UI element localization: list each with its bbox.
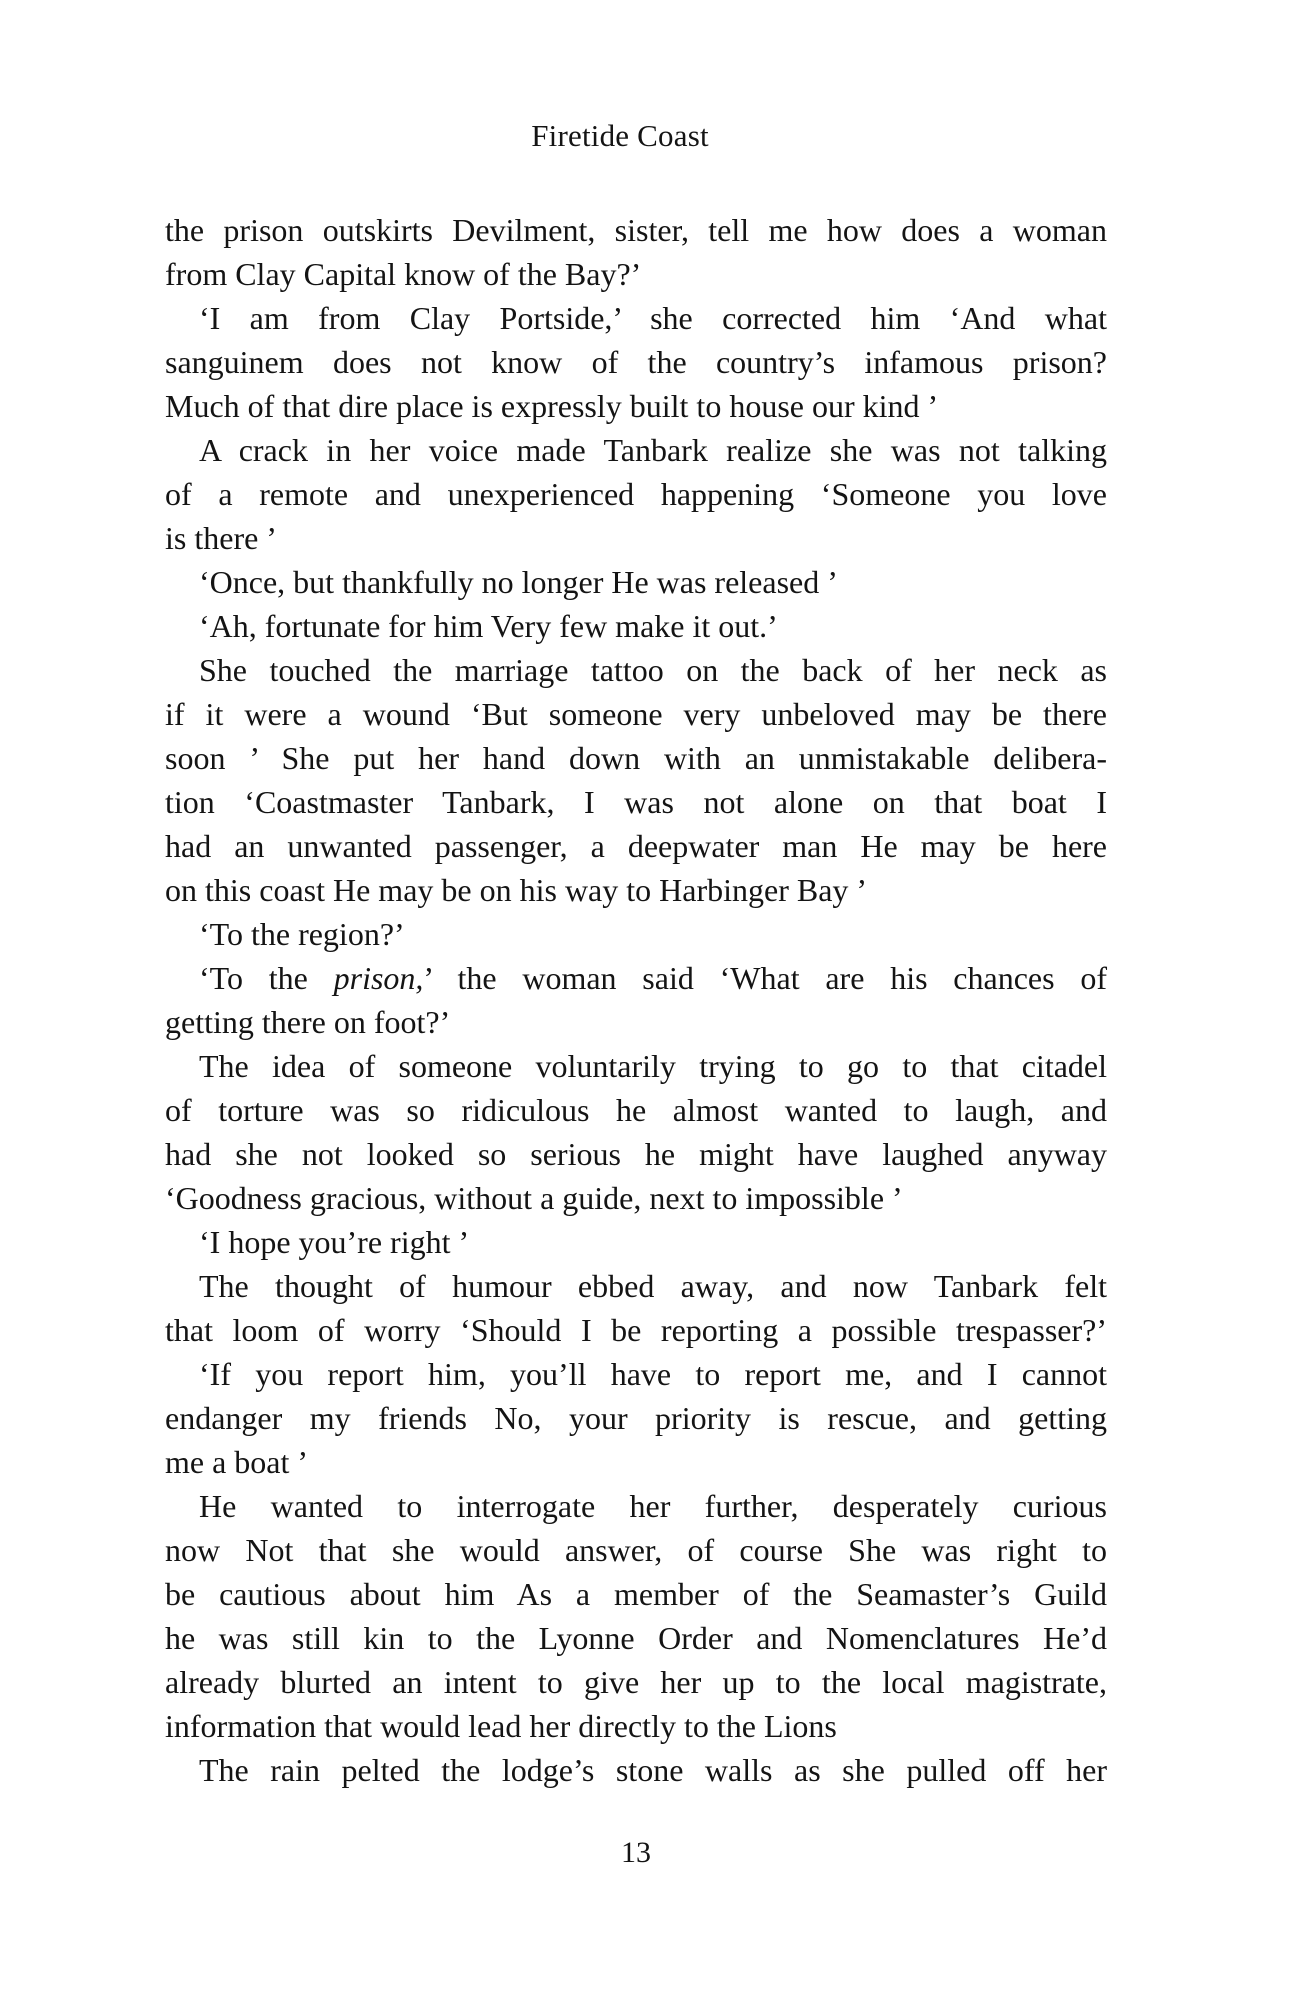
text-line: endanger my friends No, your priority is rescue, and getting bbox=[165, 1400, 1107, 1436]
text-line: tion ‘Coastmaster Tanbark, I was not alone on that boat I bbox=[165, 784, 1107, 820]
text-line: information that would lead her directly to the Lions bbox=[165, 1708, 837, 1744]
text-line: be cautious about him As a member of the Seamaster’s Guild bbox=[165, 1576, 1107, 1612]
text-line: ‘If you report him, you’ll have to report me, and I cannot bbox=[199, 1356, 1107, 1392]
text-line: sanguinem does not know of the country’s infamous prison? bbox=[165, 344, 1107, 380]
body-text bbox=[165, 208, 1107, 1792]
text-line: that loom of worry ‘Should I be reporting a possible trespasser?’ bbox=[165, 1312, 1107, 1348]
emphasis-text: prison, bbox=[333, 960, 424, 996]
page-number: 13 bbox=[621, 1836, 651, 1869]
text-line: ‘Once, but thankfully no longer He was released ’ bbox=[199, 564, 838, 600]
text-line: ‘I am from Clay Portside,’ she corrected him ‘And what bbox=[199, 300, 1107, 336]
text-line: had an unwanted passenger, a deepwater man He may be here bbox=[165, 828, 1107, 864]
text-line: The rain pelted the lodge’s stone walls as she pulled off her bbox=[199, 1752, 1107, 1788]
text-line: She touched the marriage tattoo on the back of her neck as bbox=[199, 652, 1107, 688]
text-line: if it were a wound ‘But someone very unbeloved may be there bbox=[165, 696, 1107, 732]
text-line: ‘Ah, fortunate for him Very few make it out.’ bbox=[199, 608, 778, 644]
text-line: had she not looked so serious he might have laughed anyway bbox=[165, 1136, 1107, 1172]
text-line: Much of that dire place is expressly built to house our kind ’ bbox=[165, 388, 939, 424]
text-line: ‘Goodness gracious, without a guide, next to impossible ’ bbox=[165, 1180, 903, 1216]
text-line: ‘To the prison,’ the woman said ‘What are his chances of bbox=[199, 960, 1107, 996]
text-line: ‘To the region?’ bbox=[199, 916, 405, 952]
text-line: the prison outskirts Devilment, sister, tell me how does a woman bbox=[165, 212, 1107, 248]
text-line: The thought of humour ebbed away, and now Tanbark felt bbox=[199, 1268, 1107, 1304]
text-line: getting there on foot?’ bbox=[165, 1004, 451, 1040]
text-line: A crack in her voice made Tanbark realize she was not talking bbox=[199, 432, 1107, 468]
text-line: ‘I hope you’re right ’ bbox=[199, 1224, 470, 1260]
running-head-title: Firetide Coast bbox=[531, 118, 709, 153]
text-line: The idea of someone voluntarily trying to go to that citadel bbox=[199, 1048, 1107, 1084]
text-line: from Clay Capital know of the Bay?’ bbox=[165, 256, 642, 292]
text-line: now Not that she would answer, of course She was right to bbox=[165, 1532, 1107, 1568]
text-line: is there ’ bbox=[165, 520, 277, 556]
text-line: he was still kin to the Lyonne Order and Nomenclatures He’d bbox=[165, 1620, 1107, 1656]
text-line: already blurted an intent to give her up to the local magistrate, bbox=[165, 1664, 1107, 1700]
text-line: me a boat ’ bbox=[165, 1444, 309, 1480]
text-line: on this coast He may be on his way to Harbinger Bay ’ bbox=[165, 872, 868, 908]
text-line: soon ’ She put her hand down with an unmistakable delibera- bbox=[165, 740, 1107, 776]
text-line: of torture was so ridiculous he almost wanted to laugh, and bbox=[165, 1092, 1107, 1128]
text-line: of a remote and unexperienced happening ‘Someone you love bbox=[165, 476, 1107, 512]
text-line: He wanted to interrogate her further, desperately curious bbox=[199, 1488, 1107, 1524]
